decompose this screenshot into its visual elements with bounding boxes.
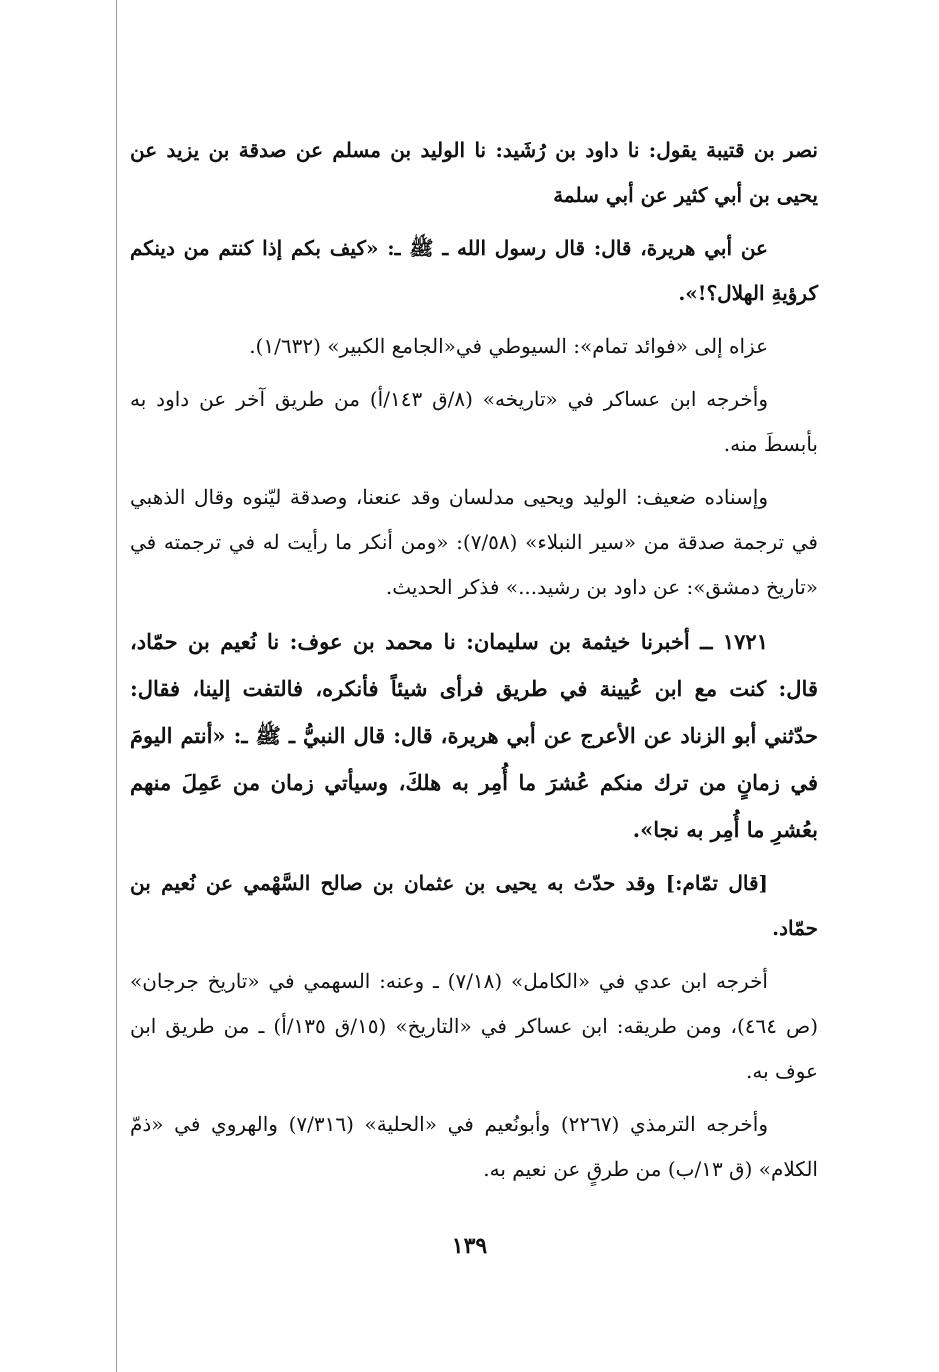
takhrij-note: وأخرجه الترمذي (٢٢٦٧) وأبونُعيم في «الحلية» (٧/٣١٦) والهروي في «ذمّ الكلام» (ق ١٣/ب) من طرقٍ عن نعيم به.	[130, 1112, 818, 1181]
hadith-chain-continued: نصر بن قتيبة يقول: نا داود بن رُشَيد: نا الوليد بن مسلم عن صدقة بن يزيد عن يحيى بن أبي كثير عن أبي سلمة	[130, 138, 818, 207]
hadith-text: عن أبي هريرة، قال: قال رسول الله ـ ﷺ ـ: «كيف بكم إذا كنتم من دينكم كرؤيةِ الهلال؟!».	[130, 236, 818, 305]
takhrij-note: وأخرجه ابن عساكر في «تاريخه» (٨/ق ١٤٣/أ) من طريق آخر عن داود به بأبسطَ منه.	[130, 387, 818, 456]
takhrij-note: أخرجه ابن عدي في «الكامل» (٧/١٨) ـ وعنه: السهمي في «تاريخ جرجان» (ص ٤٦٤)، ومن طريقه: ابن عساكر في «التاريخ» (١٥/ق ١٣٥/أ) ـ من طريق ابن عوف به.	[130, 969, 818, 1083]
page-number: ١٣٩	[451, 1233, 488, 1259]
page-edge-line	[116, 0, 117, 1372]
takhrij-note: عزاه إلى «فوائد تمام»: السيوطي في«الجامع الكبير» (١/٦٣٢).	[249, 334, 768, 358]
page-body	[130, 128, 818, 1200]
isnad-grading-note: وإسناده ضعيف: الوليد ويحيى مدلسان وقد عنعنا، وصدقة ليّنوه وقال الذهبي في ترجمة صدقة من «سير النبلاء» (٧/٥٨): «ومن أنكر ما رأيت له في ترجمته في «تاريخ دمشق»: عن داود بن رشيد...» فذكر الحديث.	[130, 485, 818, 599]
hadith-1721: ١٧٢١ ــ أخبرنا خيثمة بن سليمان: نا محمد بن عوف: نا نُعيم بن حمّاد، قال: كنت مع ابن عُيينة في طريق فرأى شيئاً فأنكره، فالتفت إلينا، فقال: حدّثني أبو الزناد عن الأعرج عن أبي هريرة، قال: قال النبيُّ ـ ﷺ ـ: «أنتم اليومَ في زمانٍ من ترك منكم عُشرَ ما أُمِر به هلكَ، وسيأتي زمان من عَمِلَ منهم بعُشرِ ما أُمِر به نجا».	[130, 629, 818, 842]
hadith-note: [قال تمّام:] وقد حدّث به يحيى بن عثمان بن صالح السَّهْمي عن نُعيم بن حمّاد.	[130, 871, 818, 940]
